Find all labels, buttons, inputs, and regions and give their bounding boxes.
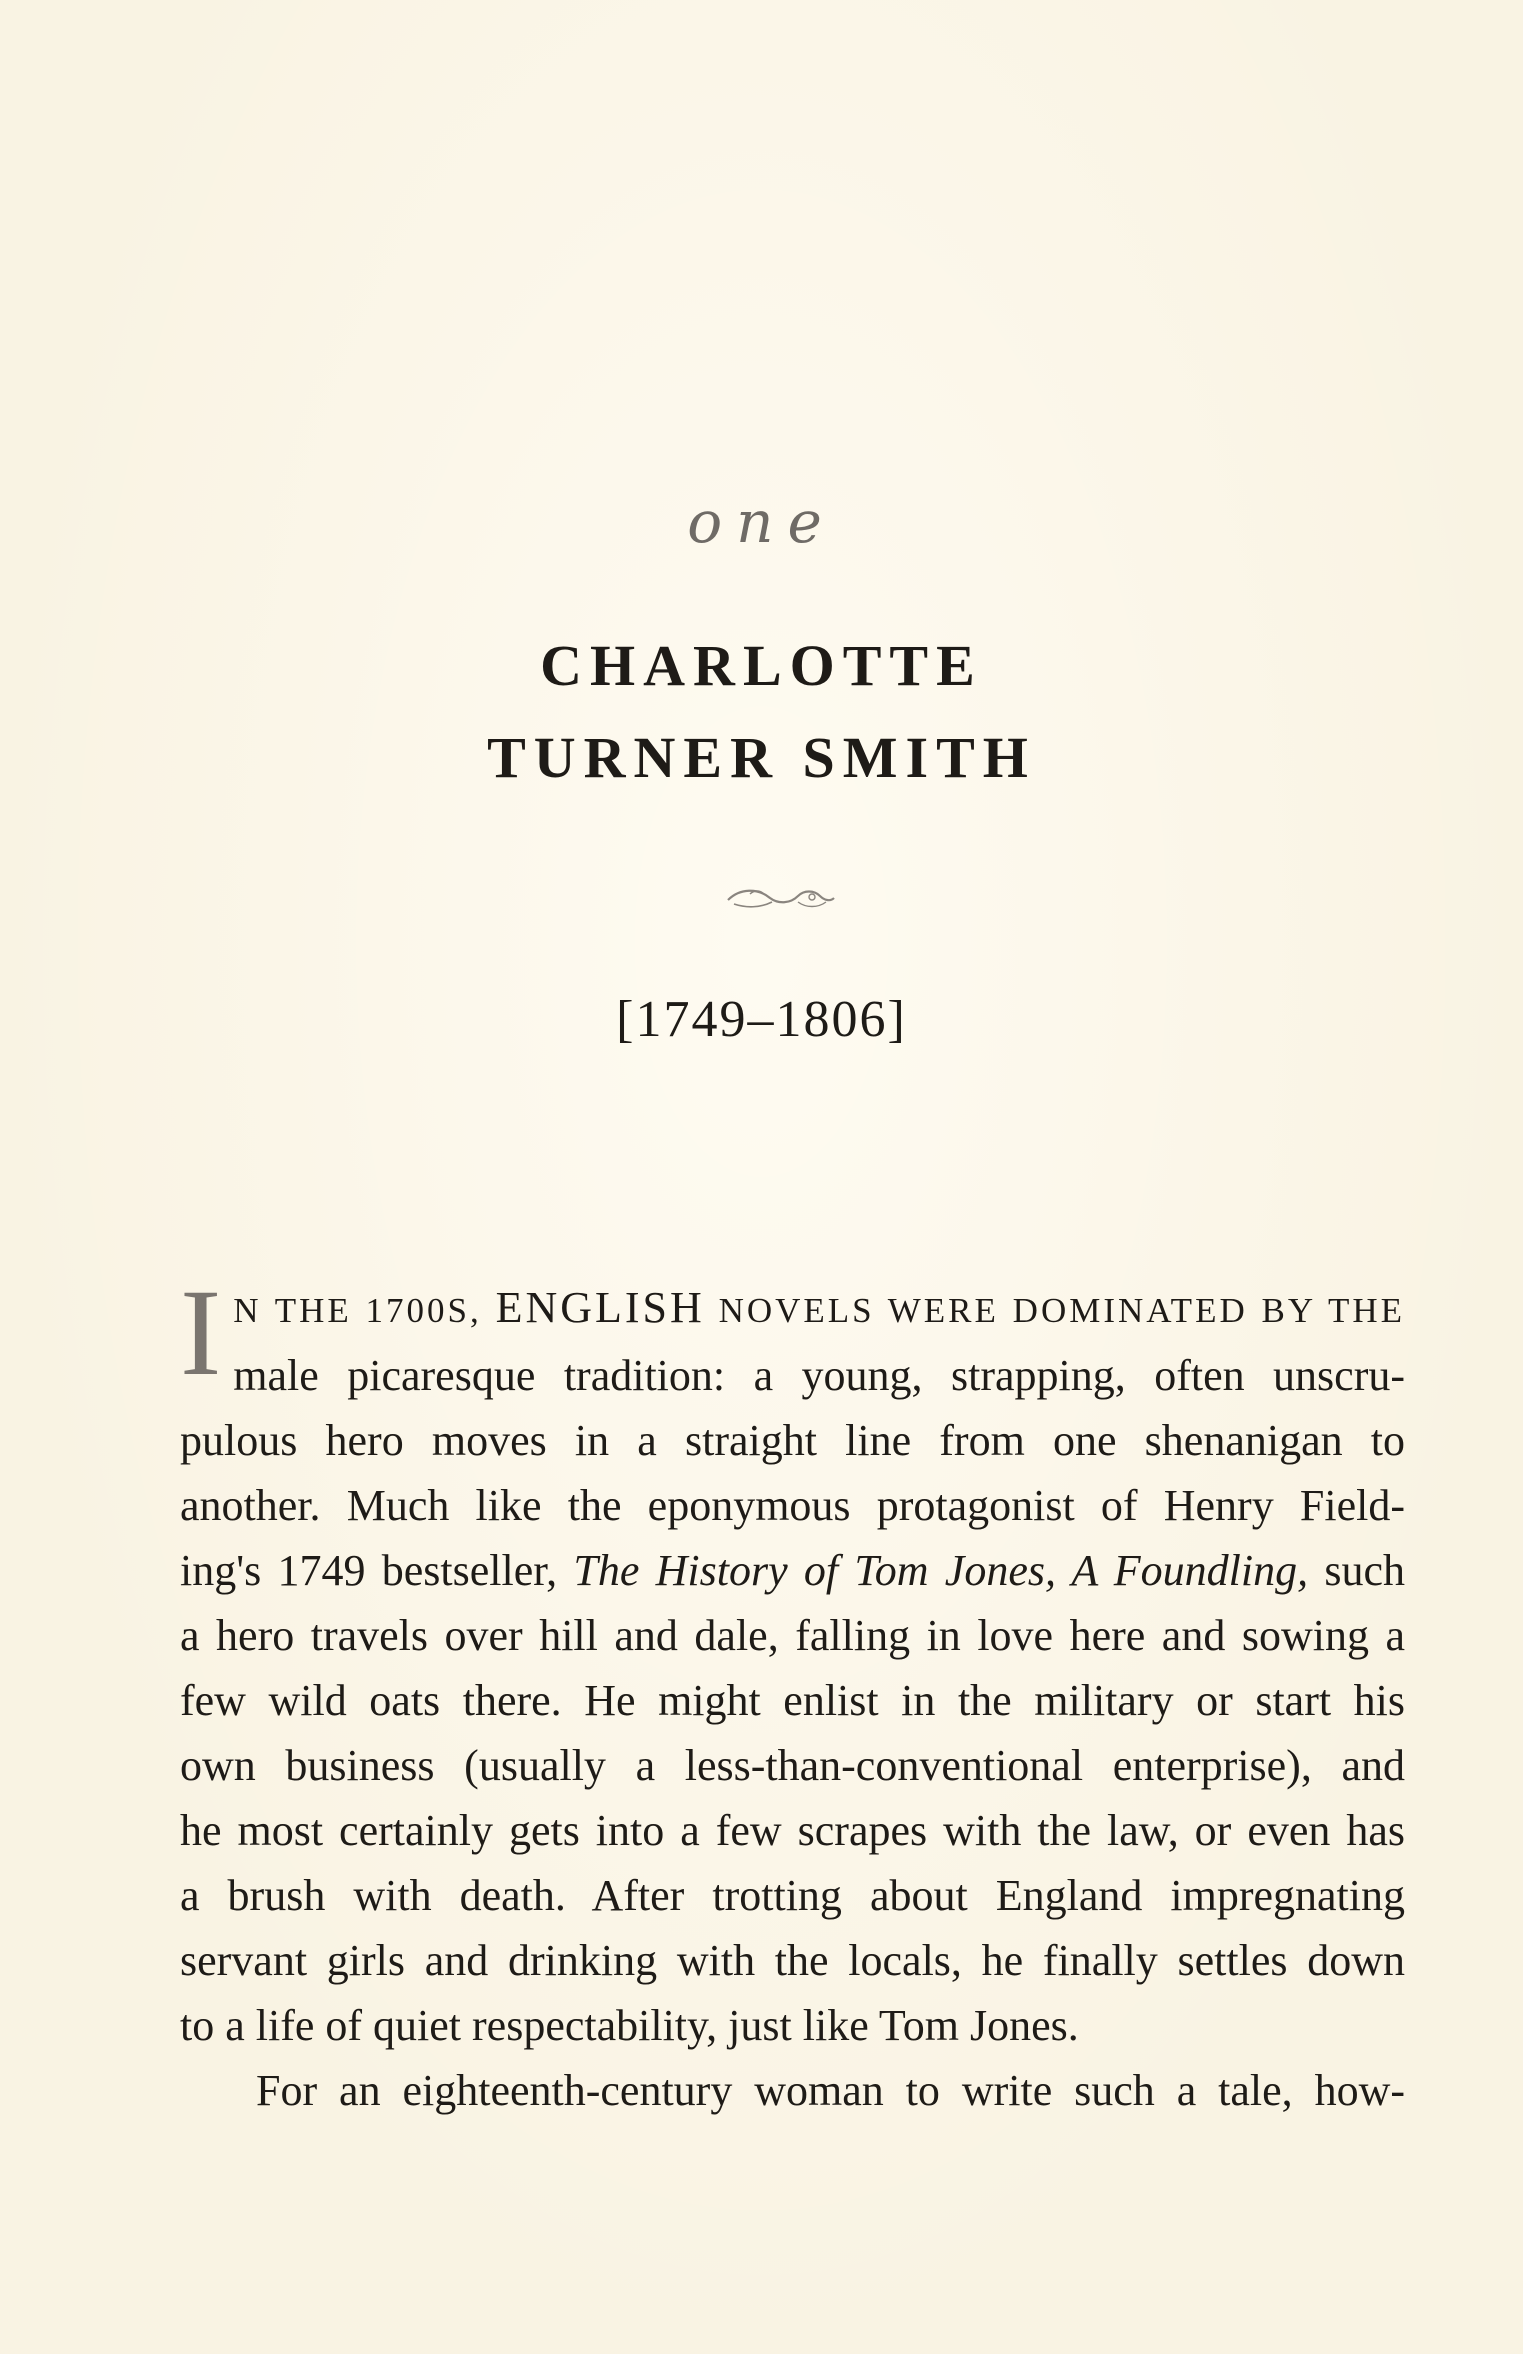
paragraph-1-line-12: to a life of quiet respectability, just like Tom Jones.: [180, 2001, 1079, 2050]
paragraph-1-line-9: he most certainly gets into a few scrapes with the law, or even has: [180, 1806, 1405, 1855]
drop-cap: I: [180, 1275, 222, 1401]
body-text: [180, 1275, 1405, 2123]
paragraph-1-line-3: pulous hero moves in a straight line from one shenanigan to: [180, 1416, 1405, 1465]
chapter-title-line-1: CHARLOTTE: [540, 633, 983, 698]
paragraph-1-line-1: [180, 1275, 1405, 1343]
lead-rest: NOVELS WERE DOMINATED BY THE: [718, 1291, 1405, 1330]
paragraph-1-line-8: own business (usually a less-than-conventional enterprise), and: [180, 1741, 1405, 1790]
paragraph-1: [180, 1275, 1405, 1408]
fleuron-icon: [720, 878, 840, 918]
line-5-end: such: [1308, 1546, 1405, 1595]
paragraph-1-line-2: male picaresque tradition: a young, strapping, often unscru-: [233, 1351, 1405, 1400]
lead-english: ENGLISH: [495, 1283, 705, 1332]
paragraph-1-line-5: [180, 1538, 1405, 1603]
lead-smallcaps: N THE 1700S,: [233, 1291, 482, 1330]
chapter-title: [0, 620, 1523, 804]
line-5-start: ing's 1749 bestseller,: [180, 1546, 574, 1595]
paragraph-1-line-4: another. Much like the eponymous protagonist of Henry Field-: [180, 1481, 1405, 1530]
chapter-number: one: [687, 488, 836, 556]
paragraph-1-line-7: few wild oats there. He might enlist in the military or start his: [180, 1676, 1405, 1725]
paragraph-1-line-6: a hero travels over hill and dale, falling in love here and sowing a: [180, 1611, 1405, 1660]
life-dates: [1749–1806]: [616, 991, 907, 1048]
book-title-italic: The History of Tom Jones, A Foundling,: [573, 1546, 1309, 1595]
paragraph-1-line-11: servant girls and drinking with the locals, he finally settles down: [180, 1936, 1405, 1985]
chapter-title-line-2: TURNER SMITH: [487, 725, 1036, 790]
paragraph-2-line-1: For an eighteenth-century woman to write such a tale, how-: [256, 2066, 1405, 2115]
paragraph-1-line-10: a brush with death. After trotting about England impregnating: [180, 1871, 1405, 1920]
